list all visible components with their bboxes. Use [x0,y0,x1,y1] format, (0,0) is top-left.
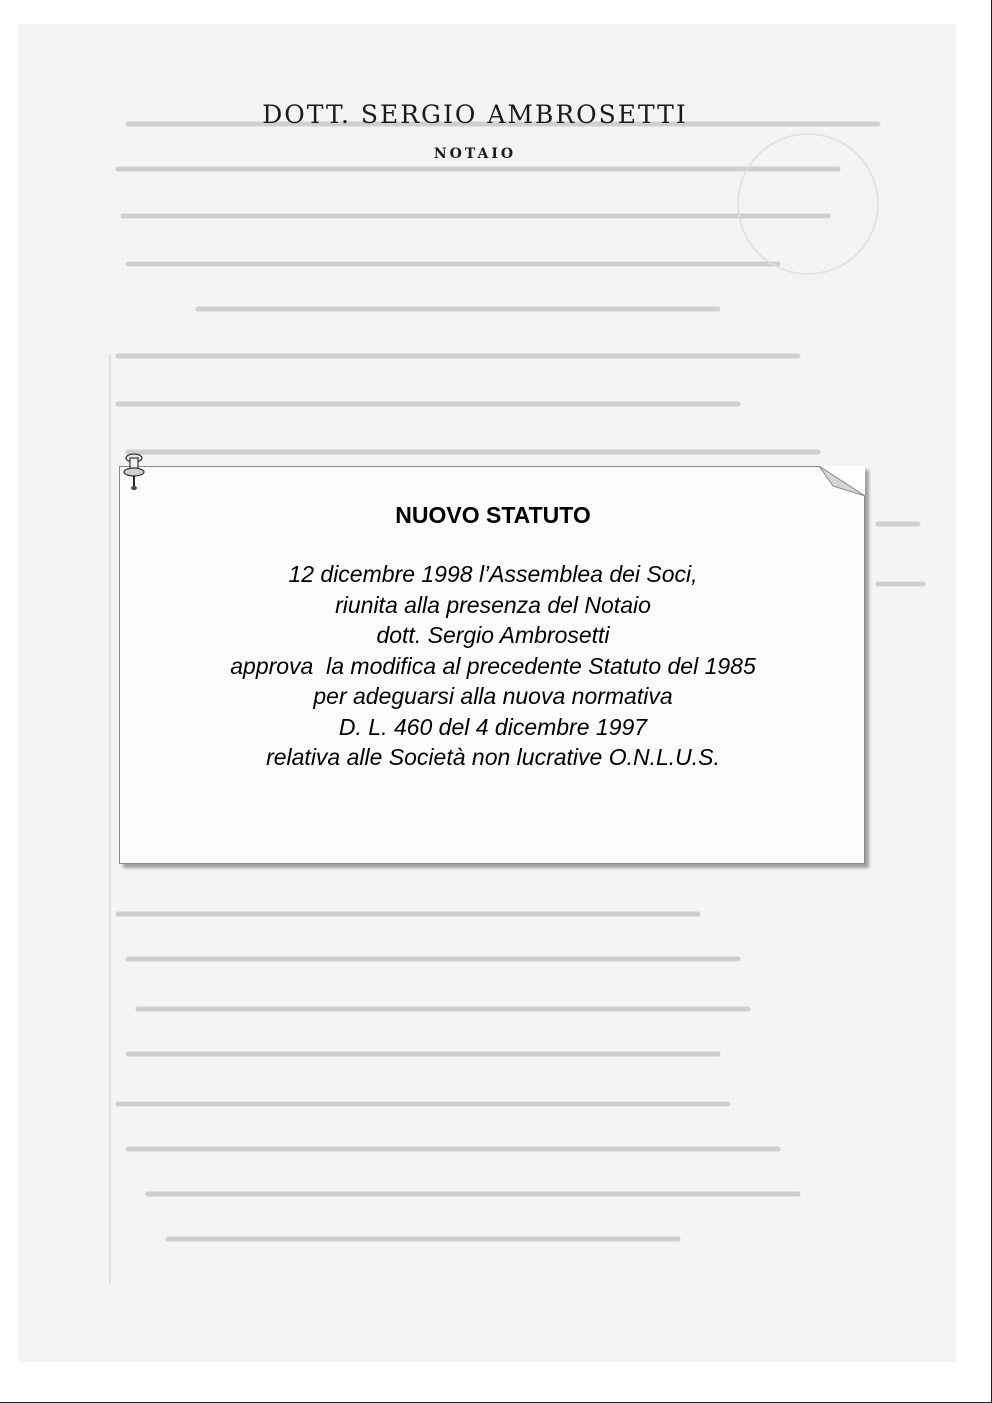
folded-corner-icon [819,466,865,496]
note-line: D. L. 460 del 4 dicembre 1997 [338,713,648,740]
notary-title: NOTAIO [433,146,517,162]
notary-name: DOTT. SERGIO AMBROSETTI [262,100,688,129]
note-line: approva la modifica al precedente Statuto del 1985 [230,652,756,679]
note-line: per adeguarsi alla nuova normativa [313,683,673,709]
note-line: riunita alla presenza del Notaio [335,591,651,618]
note-line: relativa alle Società non lucrative O.N.L.U.S. [266,744,720,770]
pushpin-icon [120,452,150,494]
note-body [120,559,866,773]
note-line: 12 dicembre 1998 l’Assemblea dei Soci, [288,561,698,587]
note-heading: NUOVO STATUTO [395,502,591,528]
note-line: dott. Sergio Ambrosetti [376,622,610,648]
sticky-note [119,466,865,864]
